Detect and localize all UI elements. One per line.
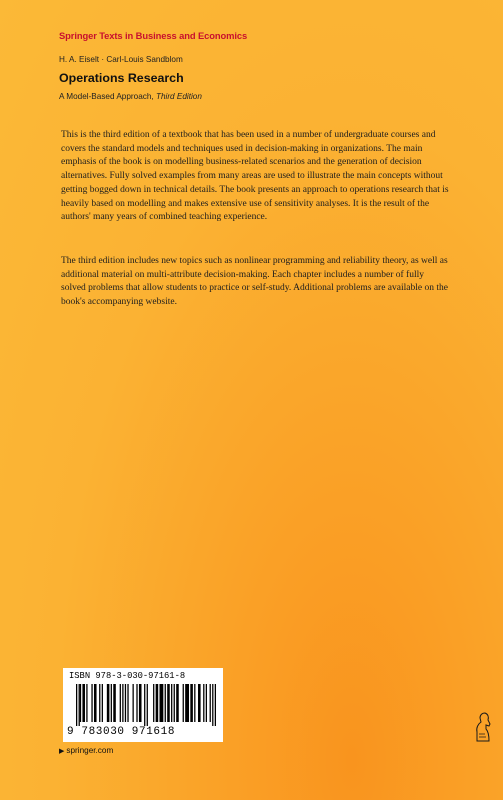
barcode-bar (125, 684, 126, 722)
barcode-bar (165, 684, 166, 722)
barcode-bar (107, 684, 110, 722)
barcode-bar (86, 684, 87, 722)
barcode-bar (171, 684, 172, 722)
barcode-bar (139, 684, 142, 722)
barcode-box (63, 668, 223, 742)
ean-number: 9 783030 971618 (67, 726, 176, 738)
publisher-url: springer.com (66, 746, 114, 755)
barcode-bar (133, 684, 134, 722)
barcode-bar (185, 684, 189, 722)
isbn-text: ISBN 978-3-030-97161-8 (69, 671, 186, 681)
barcode-bar (212, 684, 213, 726)
barcode-bar (120, 684, 121, 722)
barcode-bar (144, 684, 145, 726)
authors: H. A. Eiselt · Carl-Louis Sandblom (59, 55, 183, 64)
blurb-paragraph-1: This is the third edition of a textbook that has been used in a number of undergraduate courses and covers the standard models and techniques used in decision-making in organizations. The main emphasis of the book is on modelling business-related scenarios and the generation of decision alternatives. Fully solved examples from many areas are used to illustrate the main concepts without getting bogged down in technical details. The book presents an approach to operations research that is heavily based on modelling and makes extensive use of sensitivity analyses. It is the result of the authors' many years of combined teaching experience. (61, 130, 449, 223)
blurb-paragraph-2: The third edition includes new topics such as nonlinear programming and reliability theory, as well as additional material on multi-attribute decision-making. Each chapter includes a number of fully solved problems that allow students to practice or self-study. Additional problems are available on the book's accompanying website. (61, 256, 448, 308)
barcode-bar (91, 684, 92, 722)
series-name: Springer Texts in Business and Economics (59, 30, 248, 41)
barcode-bar (80, 684, 81, 722)
barcode-bar (176, 684, 179, 722)
subtitle-edition: Third Edition (155, 92, 202, 101)
barcode-bar (122, 684, 123, 722)
barcode-bar (156, 684, 159, 722)
springer-horse-logo-icon (474, 712, 492, 742)
barcode-bar (210, 684, 211, 722)
barcode-bar (76, 684, 77, 726)
barcode-bars (76, 684, 216, 726)
barcode-bar (190, 684, 193, 722)
barcode-bar (79, 684, 80, 726)
barcode-bar (82, 684, 85, 722)
barcode-bar (102, 684, 103, 722)
subtitle-main: A Model-Based Approach, (59, 92, 156, 101)
triangle-right-icon: ▶ (59, 747, 65, 755)
barcode-bar (174, 684, 175, 722)
barcode-bar (94, 684, 97, 722)
barcode-bar (113, 684, 116, 722)
barcode-bar (159, 684, 163, 722)
barcode-bar (127, 684, 128, 722)
barcode-bar (147, 684, 148, 726)
publisher-link[interactable] (59, 746, 113, 755)
book-title: Operations Research (59, 71, 184, 85)
barcode-bar (206, 684, 207, 722)
barcode-bar (136, 684, 137, 722)
barcode-bar (167, 684, 170, 722)
barcode-bar (183, 684, 184, 722)
book-subtitle (59, 92, 202, 101)
barcode-bar (153, 684, 154, 722)
barcode-bar (194, 684, 195, 722)
barcode-bar (215, 684, 216, 726)
barcode-bar (99, 684, 100, 722)
barcode-bar (198, 684, 201, 722)
barcode-bar (111, 684, 112, 722)
barcode-bar (203, 684, 204, 722)
